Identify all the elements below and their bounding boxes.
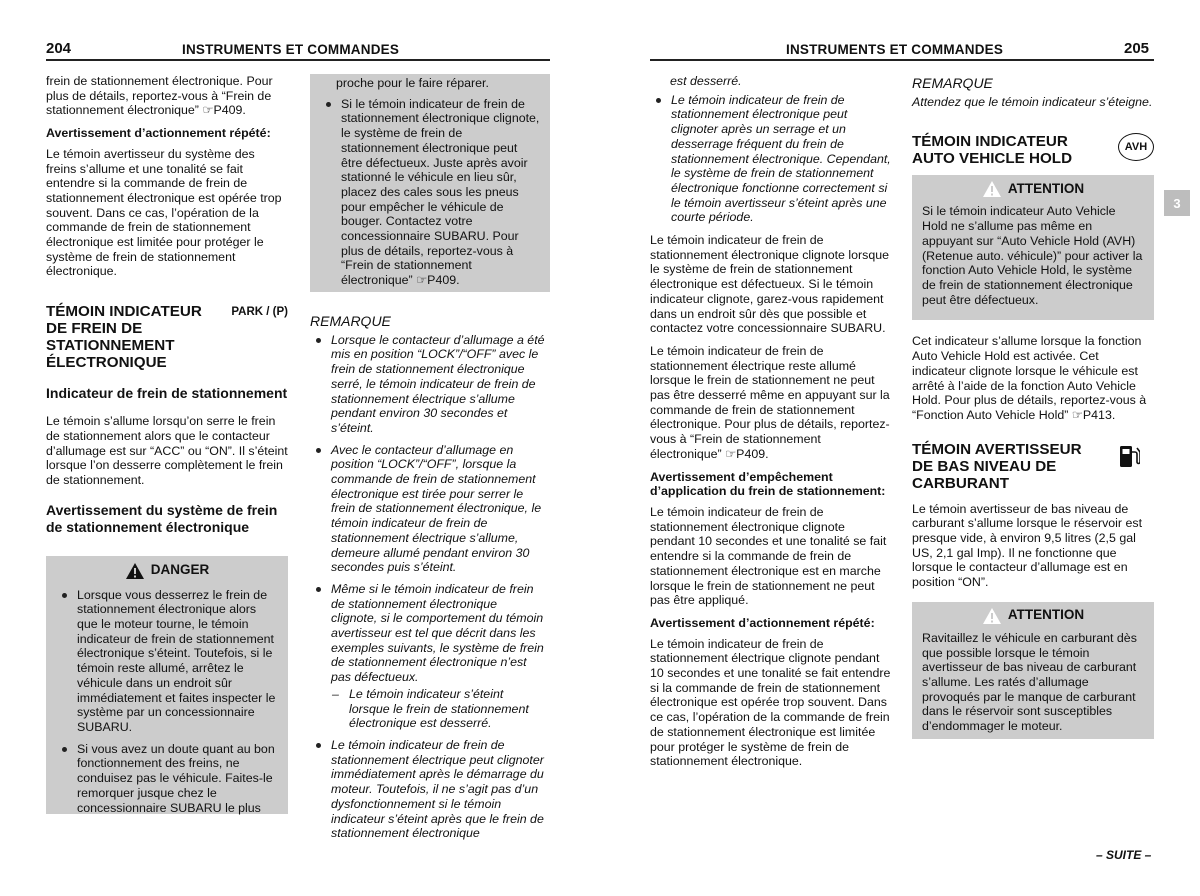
warning-triangle-icon [982, 180, 1002, 198]
right-column-2 [912, 76, 1154, 739]
page-number-right: 205 [1124, 40, 1150, 57]
continued-marker: – SUITE – [1096, 848, 1152, 862]
attention-label: ATTENTION [1007, 181, 1085, 197]
attention-box-avh [912, 175, 1154, 320]
paragraph-blinking: Le témoin indicateur de frein de stationnement électronique clignote lorsque le système de frein de stationnement électronique est défectueux. Si le témoin indicateur clignote, garez-vous rapidement dans un endroit sûr dès que possible et contactez votre concessionnaire SUBARU. [650, 233, 890, 336]
list-item: Le témoin indicateur de frein de stationnement électrique peut clignoter immédiatement après le démarrage du moteur. Toutefois, il ne s’agit pas d’un dysfonctionnement si le témoin indicateur s’éteint après que le frein de stationnement électronique [310, 738, 546, 841]
list-item: Si vous avez un doute quant au bon fonctionnement des freins, ne conduisez pas le véhicule. Faites-le remorquer jusque chez le concessionnaire SUBARU le plus [56, 742, 278, 816]
attention-text: Ravitaillez le véhicule en carburant dès que possible lorsque le témoin avertisseur de bas niveau de carburant s’allume. Les ratés d’allumage provoqués par le manque de carburant dans le réservoir sont susceptibles d’endommager le moteur. [922, 630, 1137, 734]
heading-epb-indicator: TÉMOIN INDICATEUR DE FREIN DE STATIONNEMENT ÉLECTRONIQUE [46, 303, 202, 372]
list-item: Avec le contacteur d’allumage en position “LOCK”/“OFF”, lorsque la commande de frein de stationnement électronique est tirée pour serrer le frein de stationnement électronique, le témoin indicateur de frein de stationnement électrique s’allume, demeure allumé pendant environ 30 secondes puis s’éteint. [310, 443, 546, 575]
list-item-text: Même si le témoin indicateur de frein de stationnement électronique clignote, si le comportement du témoin avertisseur est tel que décrit dans les exemples suivants, le système de frein de stationnement électronique n’est pas défectueux. [331, 581, 544, 685]
section-tab: 3 [1164, 190, 1190, 216]
remark-label: REMARQUE [310, 313, 391, 329]
paragraph-repeated-operation: Le témoin avertisseur du système des freins s’allume et une tonalité se fait entendre si la commande de frein de stationnement électronique est opérée trop souvent. Dans ce cas, l’opération de la commande de frein de stationnement électronique est limitée pour protéger le système de frein de stationnement électronique. [46, 146, 282, 279]
remark-label: REMARQUE [912, 75, 993, 91]
paragraph-repeated-operation: Le témoin indicateur de frein de stationnement électrique clignote pendant 10 secondes et une tonalité se fait entendre si la commande de frein de stationnement électronique est opérée trop souvent. Dans ce cas, l’opération de la commande de frein de stationnement électronique est limitée pour protéger le système de frein de stationnement électronique. [650, 636, 891, 769]
running-header-right: INSTRUMENTS ET COMMANDES [786, 42, 1004, 57]
danger-list [56, 588, 278, 816]
remark-sublist [331, 687, 546, 731]
heading-parking-brake-indicator: Indicateur de frein de stationnement [46, 385, 288, 402]
fuel-pump-icon [1118, 443, 1140, 469]
danger-header [56, 562, 278, 580]
remark-text: Attendez que le témoin indicateur s’éteigne. [912, 94, 1153, 109]
paragraph-stays-on: Le témoin indicateur de frein de stationnement électrique reste allumé lorsque le frein de stationnement ne peut pas être desserré même en appuyant sur la commande de frein de stationnement électronique. Pour plus de détails, reportez-vous à “Frein de stationnement électronique” ☞P409. [650, 343, 890, 461]
heading-epb-warning: Avertissement du système de frein de stationnement électronique [46, 501, 278, 535]
header-rule-right [650, 59, 1154, 61]
danger-label: DANGER [150, 562, 210, 578]
avh-heading-row [912, 133, 1154, 175]
paragraph-application-prevention: Le témoin indicateur de frein de stationnement électronique clignote pendant 10 secondes et une tonalité se fait entendre si la commande de frein de stationnement électronique est en marche lorsque le frein de stationnement ne peut pas être appliqué. [650, 504, 887, 608]
attention-label: ATTENTION [1007, 607, 1085, 623]
danger-box [46, 556, 288, 814]
park-symbol-icon: PARK / (P) [231, 306, 288, 319]
right-column-1 [650, 74, 892, 777]
remark-continued-text: est desserré. [670, 74, 742, 88]
fuel-heading-row [912, 441, 1154, 502]
subheading-application-prevention: Avertissement d’empêchement d’application du frein de stationnement: [650, 469, 886, 499]
running-header-left: INSTRUMENTS ET COMMANDES [182, 42, 400, 57]
attention-header [922, 607, 1144, 625]
epb-heading-row [46, 303, 288, 385]
list-item: Lorsque le contacteur d’allumage a été mis en position “LOCK”/“OFF” avec le frein de stationnement électronique serré, le témoin indicateur de frein de stationnement électrique s’allume pendant environ 30 secondes et s’éteint. [310, 333, 546, 436]
heading-low-fuel: TÉMOIN AVERTISSEUR DE BAS NIVEAU DE CARBURANT [912, 440, 1082, 492]
paragraph-avh: Cet indicateur s’allume lorsque la fonction Auto Vehicle Hold est activée. Cet indicateur clignote lorsque le véhicule est arrêté à l’aide de la fonction Auto Vehicle Hold. Pour plus de détails, reportez-vous à “Fonction Auto Vehicle Hold” ☞P413. [912, 334, 1147, 422]
list-item: Lorsque vous desserrez le frein de stationnement électronique alors que le moteur tourne, le témoin indicateur de frein de stationnement électronique s’éteint. Toutefois, si le témoin reste allumé, arrêtez le véhicule dans un endroit sûr immédiatement et faites inspecter le système par un concessionnaire SUBARU. [56, 588, 278, 735]
danger-list-continued [320, 97, 540, 288]
subheading-repeated-operation: Avertissement d’actionnement répété: [46, 126, 271, 141]
avh-icon: AVH [1118, 133, 1154, 161]
header-rule-left [46, 59, 550, 61]
heading-avh-indicator: TÉMOIN INDICATEUR AUTO VEHICLE HOLD [912, 133, 1073, 168]
attention-text: Si le témoin indicateur Auto Vehicle Hold ne s’allume pas même en appuyant sur “Auto Vehicle Hold (AVH) (Retenue auto. véhicule)” pour activer la fonction Auto Vehicle Hold, le système de frein de stationnement électronique peut être défectueux. [922, 204, 1143, 307]
left-column-2 [310, 74, 550, 848]
page-number-left: 204 [46, 40, 72, 57]
sublist-item: – Le témoin indicateur s’éteint lorsque le frein de stationnement électronique est desserré. [331, 687, 546, 731]
remark-list-continued [650, 93, 892, 225]
list-item [310, 582, 546, 731]
paragraph-indicator: Le témoin s’allume lorsqu’on serre le frein de stationnement alors que le contacteur d’allumage est sur “ACC” ou “ON”. Il s’éteint lorsque l’on desserre complètement le frein de stationnement. [46, 414, 288, 487]
list-item: Si le témoin indicateur de frein de stationnement électronique clignote, le système de frein de stationnement électronique peut être défectueux. Juste après avoir stationné le véhicule en lieu sûr, placez des cales sous les pneus pour empêcher le véhicule de bouger. Contactez votre concessionnaire SUBARU. Pour plus de détails, reportez-vous à “Frein de stationnement électronique” ☞P409. [320, 97, 540, 288]
list-item: Le témoin indicateur de frein de stationnement électronique peut clignoter après un serrage et un desserrage fréquent du frein de stationnement électronique. Cependant, le système de frein de stationnement électronique fonctionne correctement si le témoin avertisseur s’éteint après une courte période. [650, 93, 892, 225]
danger-continued-text: proche pour le faire réparer. [336, 76, 489, 90]
paragraph-low-fuel: Le témoin avertisseur de bas niveau de carburant s’allume lorsque le réservoir est presque vide, à environ 9,5 litres (2,5 gal US, 2,1 gal Imp). Il ne fonctionne que lorsque le contacteur d’allumage est en position “ON”. [912, 501, 1143, 590]
attention-header [922, 180, 1144, 198]
remark-list [310, 333, 550, 841]
left-column-1 [46, 74, 288, 814]
attention-box-fuel [912, 602, 1154, 739]
intro-text: frein de stationnement électronique. Pour plus de détails, reportez-vous à “Frein de stationnement électronique” ☞P409. [46, 74, 273, 118]
subheading-repeated-operation: Avertissement d’actionnement répété: [650, 615, 875, 630]
warning-triangle-icon [982, 607, 1002, 625]
danger-box-continued [310, 74, 550, 292]
warning-triangle-icon [125, 562, 145, 580]
